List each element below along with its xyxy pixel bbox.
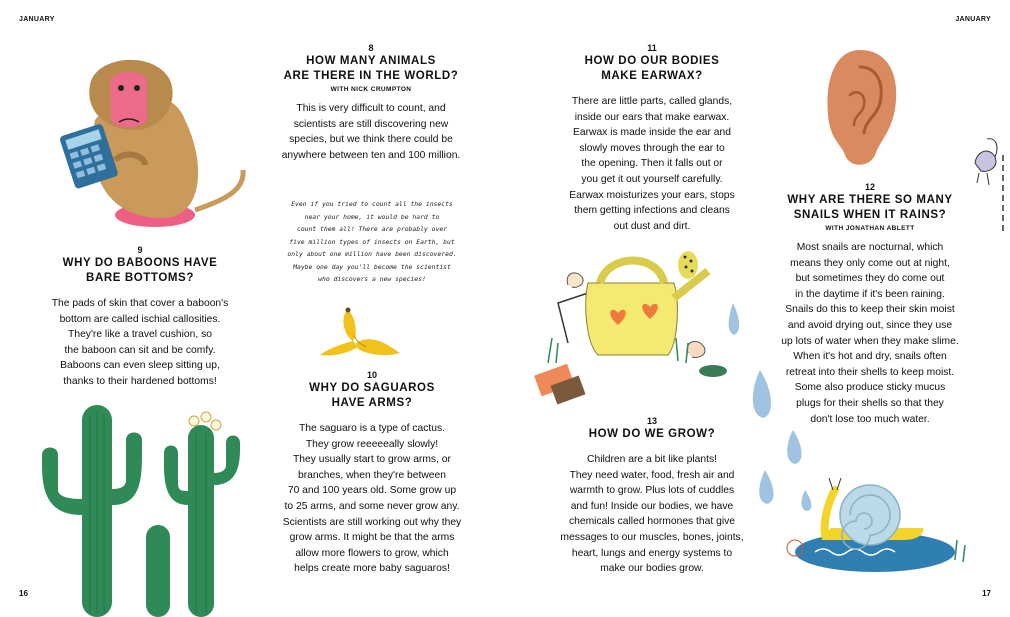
question-answer: Children are a bit like plants! They need water, food, fresh air and warmth to grow. Plus lots of cuddles and fun! Inside our bodies, we have chemicals called hormones that give messages to our muscles, bones, joints, heart, lungs and energy systems to make our bodies grow. — [560, 454, 744, 575]
right-running-header: JANUARY — [955, 16, 991, 23]
baboon-illustration — [55, 50, 250, 230]
contributor: WITH JONATHAN ABLETT — [825, 225, 915, 232]
question-9 — [22, 245, 258, 390]
left-running-header: JANUARY — [19, 16, 55, 23]
question-title: HOW DO WE GROW? — [588, 428, 716, 440]
question-title: WHY DO SAGUAROS HAVE ARMS? — [309, 382, 435, 409]
banana-peel-illustration — [318, 305, 403, 360]
right-page-number: 17 — [982, 589, 991, 598]
question-10 — [252, 370, 492, 577]
insects-aside-note: Even if you tried to count all the insects near your home, it would be hard to count them all! There are probably over five million types of insects on Earth, but only about one million have been discovered. Maybe one day you'll become the scientist who discovers a new species! — [287, 200, 457, 283]
question-number: 9 — [137, 245, 143, 255]
contributor: WITH NICK CRUMPTON — [330, 86, 412, 93]
left-page-number: 16 — [19, 589, 28, 598]
question-title: WHY ARE THERE SO MANY SNAILS WHEN IT RAINS? — [787, 194, 953, 221]
question-number: 13 — [646, 416, 657, 426]
question-13 — [537, 416, 767, 577]
rain-and-snail-illustration — [745, 330, 975, 580]
question-number: 11 — [647, 43, 657, 53]
question-title: HOW DO OUR BODIES MAKE EARWAX? — [584, 55, 720, 82]
question-number: 8 — [368, 43, 374, 53]
question-11 — [537, 43, 767, 234]
question-8 — [256, 43, 486, 163]
ear-illustration — [820, 45, 900, 170]
question-answer: The pads of skin that cover a baboon's bottom are called ischial callosities. They're like a travel cushion, so the baboon can sit and be comfy. Baboons can even sleep sitting up, thanks to their hardened bottoms! — [51, 298, 229, 387]
question-answer: There are little parts, called glands, inside our ears that make earwax. Earwax is made inside the ear and slowly moves through the ear to the opening. Then it falls out or you get it out yourself carefully. Earwax moisturizes your ears, stops them getting infections and cleans out dust and dirt. — [569, 96, 735, 232]
question-title: HOW MANY ANIMALS ARE THERE IN THE WORLD? — [283, 55, 459, 82]
question-number: 10 — [366, 370, 377, 380]
saguaro-cactus-illustration — [30, 395, 260, 617]
question-title: WHY DO BABOONS HAVE BARE BOTTOMS? — [62, 257, 218, 284]
question-number: 12 — [864, 182, 875, 192]
watering-can-illustration — [528, 243, 753, 413]
mouse-doodle-illustration — [965, 135, 1005, 235]
question-answer: This is very difficult to count, and scientists are still discovering new species, but we think there could be anywhere between ten and 100 million. — [281, 103, 461, 161]
question-answer: The saguaro is a type of cactus. They grow reeeeeally slowly! They usually start to grow arms, or branches, when they're between 70 and 100 years old. Some grow up to 25 arms, and some never grow any. Scientists are still working out why they grow arms. It might be that the arms allow more flowers to grow, which helps create more baby saguaros! — [282, 423, 462, 575]
question-answer: Most snails are nocturnal, which means they only come out at night, but sometimes they do come out in the daytime if it's been raining. Snails do this to keep their skin moist and avoid drying out, since they use up lots of water when they make slime. When it's hot and dry, snails often retreat into their shells to keep moist. Some also produce sticky mucus plugs for their shells so that they don't lose too much water. — [781, 242, 959, 425]
